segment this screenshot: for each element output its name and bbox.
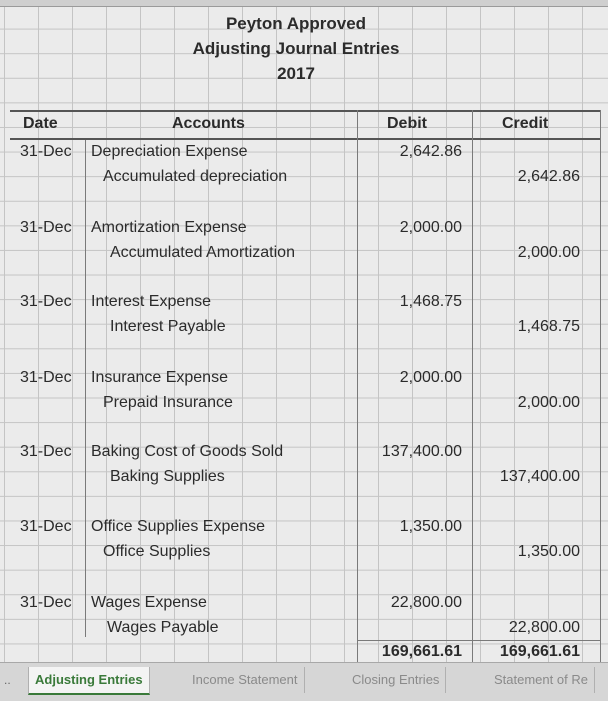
entry-debit-amount[interactable]: 22,800.00 [390, 594, 462, 611]
header-bottom-border [10, 138, 600, 140]
entry-debit-account[interactable]: Insurance Expense [91, 369, 228, 386]
entry-date[interactable]: 31-Dec [20, 443, 72, 460]
entry-credit-amount[interactable]: 2,000.00 [517, 244, 580, 261]
entry-credit-account[interactable]: Prepaid Insurance [103, 394, 233, 411]
date-column-border [85, 140, 86, 637]
header-accounts: Accounts [172, 115, 245, 132]
entry-credit-amount[interactable]: 22,800.00 [508, 619, 580, 636]
tab-adjusting-entries[interactable]: Adjusting Entries [28, 667, 150, 695]
entry-debit-account[interactable]: Office Supplies Expense [91, 518, 266, 535]
entry-credit-account[interactable]: Wages Payable [107, 619, 219, 636]
entry-debit-amount[interactable]: 1,468.75 [399, 293, 462, 310]
entry-date[interactable]: 31-Dec [20, 594, 72, 611]
totals-top-border [357, 640, 600, 641]
report-title: Adjusting Journal Entries [192, 39, 400, 58]
entry-credit-amount[interactable]: 1,350.00 [517, 543, 580, 560]
tab-closing-entries[interactable]: Closing Entries [346, 667, 446, 693]
header-date: Date [23, 115, 58, 132]
entry-credit-account[interactable]: Interest Payable [110, 318, 226, 335]
entry-date[interactable]: 31-Dec [20, 518, 72, 535]
company-title: Peyton Approved [225, 14, 367, 33]
header-credit: Credit [502, 115, 549, 132]
entry-credit-account[interactable]: Office Supplies [103, 543, 211, 560]
entry-credit-amount[interactable]: 2,000.00 [517, 394, 580, 411]
entry-date[interactable]: 31-Dec [20, 143, 72, 160]
entry-credit-amount[interactable]: 137,400.00 [499, 468, 580, 485]
report-year: 2017 [277, 64, 315, 83]
credit-column-border [600, 110, 601, 662]
entry-date[interactable]: 31-Dec [20, 369, 72, 386]
entry-debit-account[interactable]: Interest Expense [91, 293, 212, 310]
entry-debit-amount[interactable]: 1,350.00 [399, 518, 462, 535]
tab-income-statement[interactable]: Income Statement [186, 667, 305, 693]
debit-column-border [472, 110, 473, 662]
tab-scroll-ellipsis[interactable]: .. [4, 673, 11, 687]
entry-debit-amount[interactable]: 137,400.00 [381, 443, 462, 460]
entry-debit-amount[interactable]: 2,000.00 [399, 369, 462, 386]
entry-credit-account[interactable]: Baking Supplies [110, 468, 225, 485]
total-credit[interactable]: 169,661.61 [499, 643, 580, 660]
entry-debit-account[interactable]: Amortization Expense [91, 219, 247, 236]
sheet-tab-bar [0, 662, 608, 701]
entry-credit-amount[interactable]: 2,642.86 [517, 168, 580, 185]
column-header-strip [0, 0, 608, 7]
entry-credit-amount[interactable]: 1,468.75 [517, 318, 580, 335]
header-debit: Debit [387, 115, 427, 132]
header-top-border [10, 110, 600, 112]
entry-debit-amount[interactable]: 2,642.86 [399, 143, 462, 160]
entry-date[interactable]: 31-Dec [20, 293, 72, 310]
entry-debit-amount[interactable]: 2,000.00 [399, 219, 462, 236]
entry-credit-account[interactable]: Accumulated Amortization [110, 244, 295, 261]
entry-date[interactable]: 31-Dec [20, 219, 72, 236]
tab-statement-of-retained-earnings[interactable]: Statement of Re [488, 667, 595, 693]
entry-credit-account[interactable]: Accumulated depreciation [103, 168, 288, 185]
total-debit[interactable]: 169,661.61 [381, 643, 462, 660]
entry-debit-account[interactable]: Wages Expense [91, 594, 207, 611]
entry-debit-account[interactable]: Baking Cost of Goods Sold [91, 443, 284, 460]
accounts-column-border [357, 110, 358, 662]
entry-debit-account[interactable]: Depreciation Expense [91, 143, 248, 160]
